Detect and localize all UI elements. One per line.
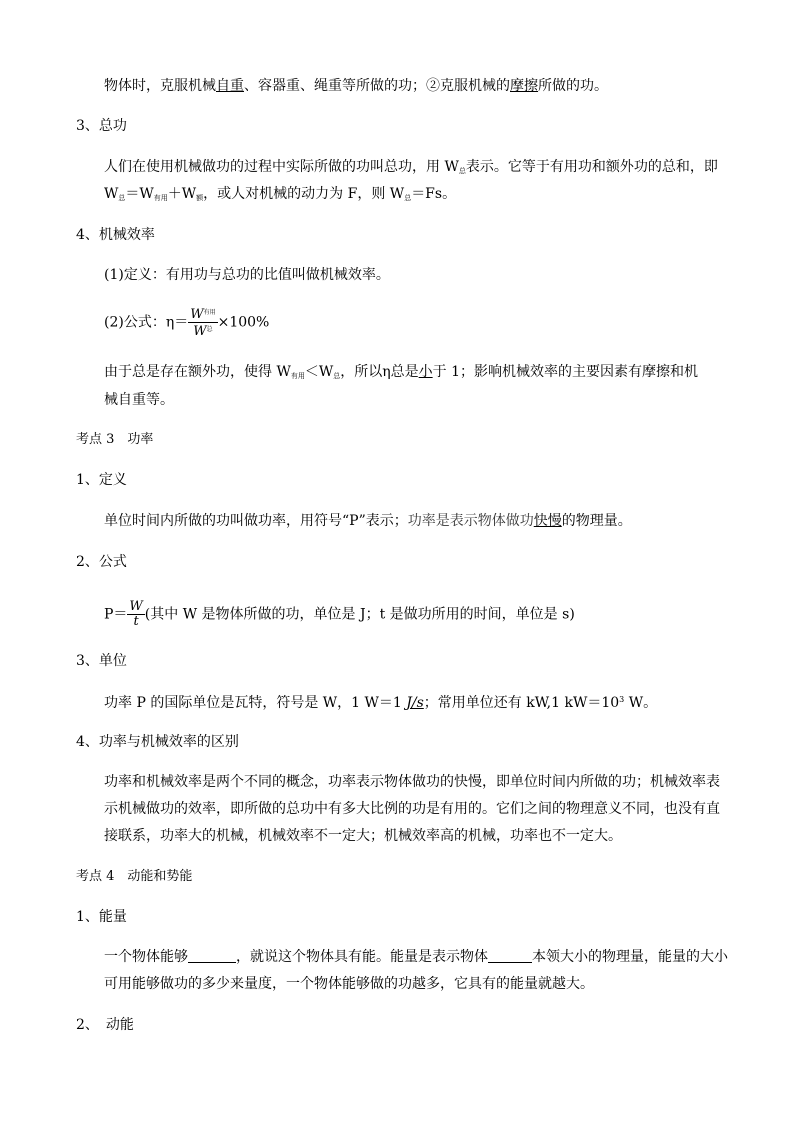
heading-total-work: 3、总功 — [76, 118, 127, 134]
total-work-line-2: $W_总=W_{有用}+W_额$，或人对机械的动力为 F，则 $W_总=Fs$。 — [104, 186, 457, 202]
heading-formula: 2、公式 — [76, 554, 127, 570]
heading-definition: 1、定义 — [76, 472, 127, 488]
fill-blank-1[interactable] — [188, 948, 236, 963]
heading-kinetic-energy: 2、 动能 — [76, 1017, 134, 1033]
energy-line-2: 可用能够做功的多少来量度，一个物体能够做的功越多，它具有的能量就越大。 — [104, 976, 594, 992]
energy-line-1: 一个物体能够 ，就说这个物体具有能。能量是表示物体 本领大小的物理量，能量的大小 — [104, 949, 728, 965]
efficiency-definition: (1)定义：有用功与总功的比值叫做机械效率。 — [104, 267, 390, 283]
section-kaodian-3: 考点 3 功率 — [76, 432, 154, 447]
difference-line-3: 接联系，功率大的机械，机械效率不一定大；机械效率高的机械，功率也不一定大。 — [104, 828, 622, 844]
heading-energy: 1、能量 — [76, 909, 127, 925]
difference-line-2: 示机械做功的效率，即所做的总功中有多大比例的功是有用的。它们之间的物理意义不同，也没有直 — [104, 801, 720, 817]
power-formula: P＝ $\frac{W}{t}$ (其中 W 是物体所做的功，单位是 J；t 是做功所用的时间，单位是 s) — [104, 599, 575, 629]
efficiency-formula: (2)公式：η＝ $\frac{W^{有用}}{W^总}$ ×100% — [104, 307, 270, 339]
heading-efficiency: 4、机械效率 — [76, 227, 155, 243]
power-unit-text: 功率 P 的国际单位是瓦特，符号是 W，1 W＝1 J/s；常用单位还有 kW,1 $kW=10^3$ W。 — [104, 695, 658, 711]
heading-difference: 4、功率与机械效率的区别 — [76, 734, 239, 750]
heading-unit: 3、单位 — [76, 653, 127, 669]
total-work-line-1: 人们在使用机械做功的过程中实际所做的功叫总功，用 $W_总$表示。它等于有用功和额外功的总和，即 — [104, 159, 718, 175]
fill-blank-2[interactable] — [488, 948, 532, 963]
efficiency-note-line-1: 由于总是存在额外功，使得 $W_{有用}<W_总$，所以η总是小于 1；影响机械效率的主要因素有摩擦和机 — [104, 364, 698, 380]
text-line-1: 物体时，克服机械自重、容器重、绳重等所做的功；②克服机械的摩擦所做的功。 — [104, 78, 608, 94]
difference-line-1: 功率和机械效率是两个不同的概念，功率表示物体做功的快慢，即单位时间内所做的功；机械效率表 — [104, 774, 720, 790]
power-definition: 单位时间内所做的功叫做功率，用符号“P”表示；功率是表示物体做功快慢的物理量。 — [104, 513, 632, 529]
efficiency-fraction: $\frac{W^{有用}}{W^总}$ — [190, 307, 216, 339]
power-fraction: $\frac{W}{t}$ — [129, 599, 143, 629]
efficiency-note-line-2: 械自重等。 — [104, 392, 174, 408]
section-kaodian-4: 考点 4 动能和势能 — [76, 869, 193, 884]
